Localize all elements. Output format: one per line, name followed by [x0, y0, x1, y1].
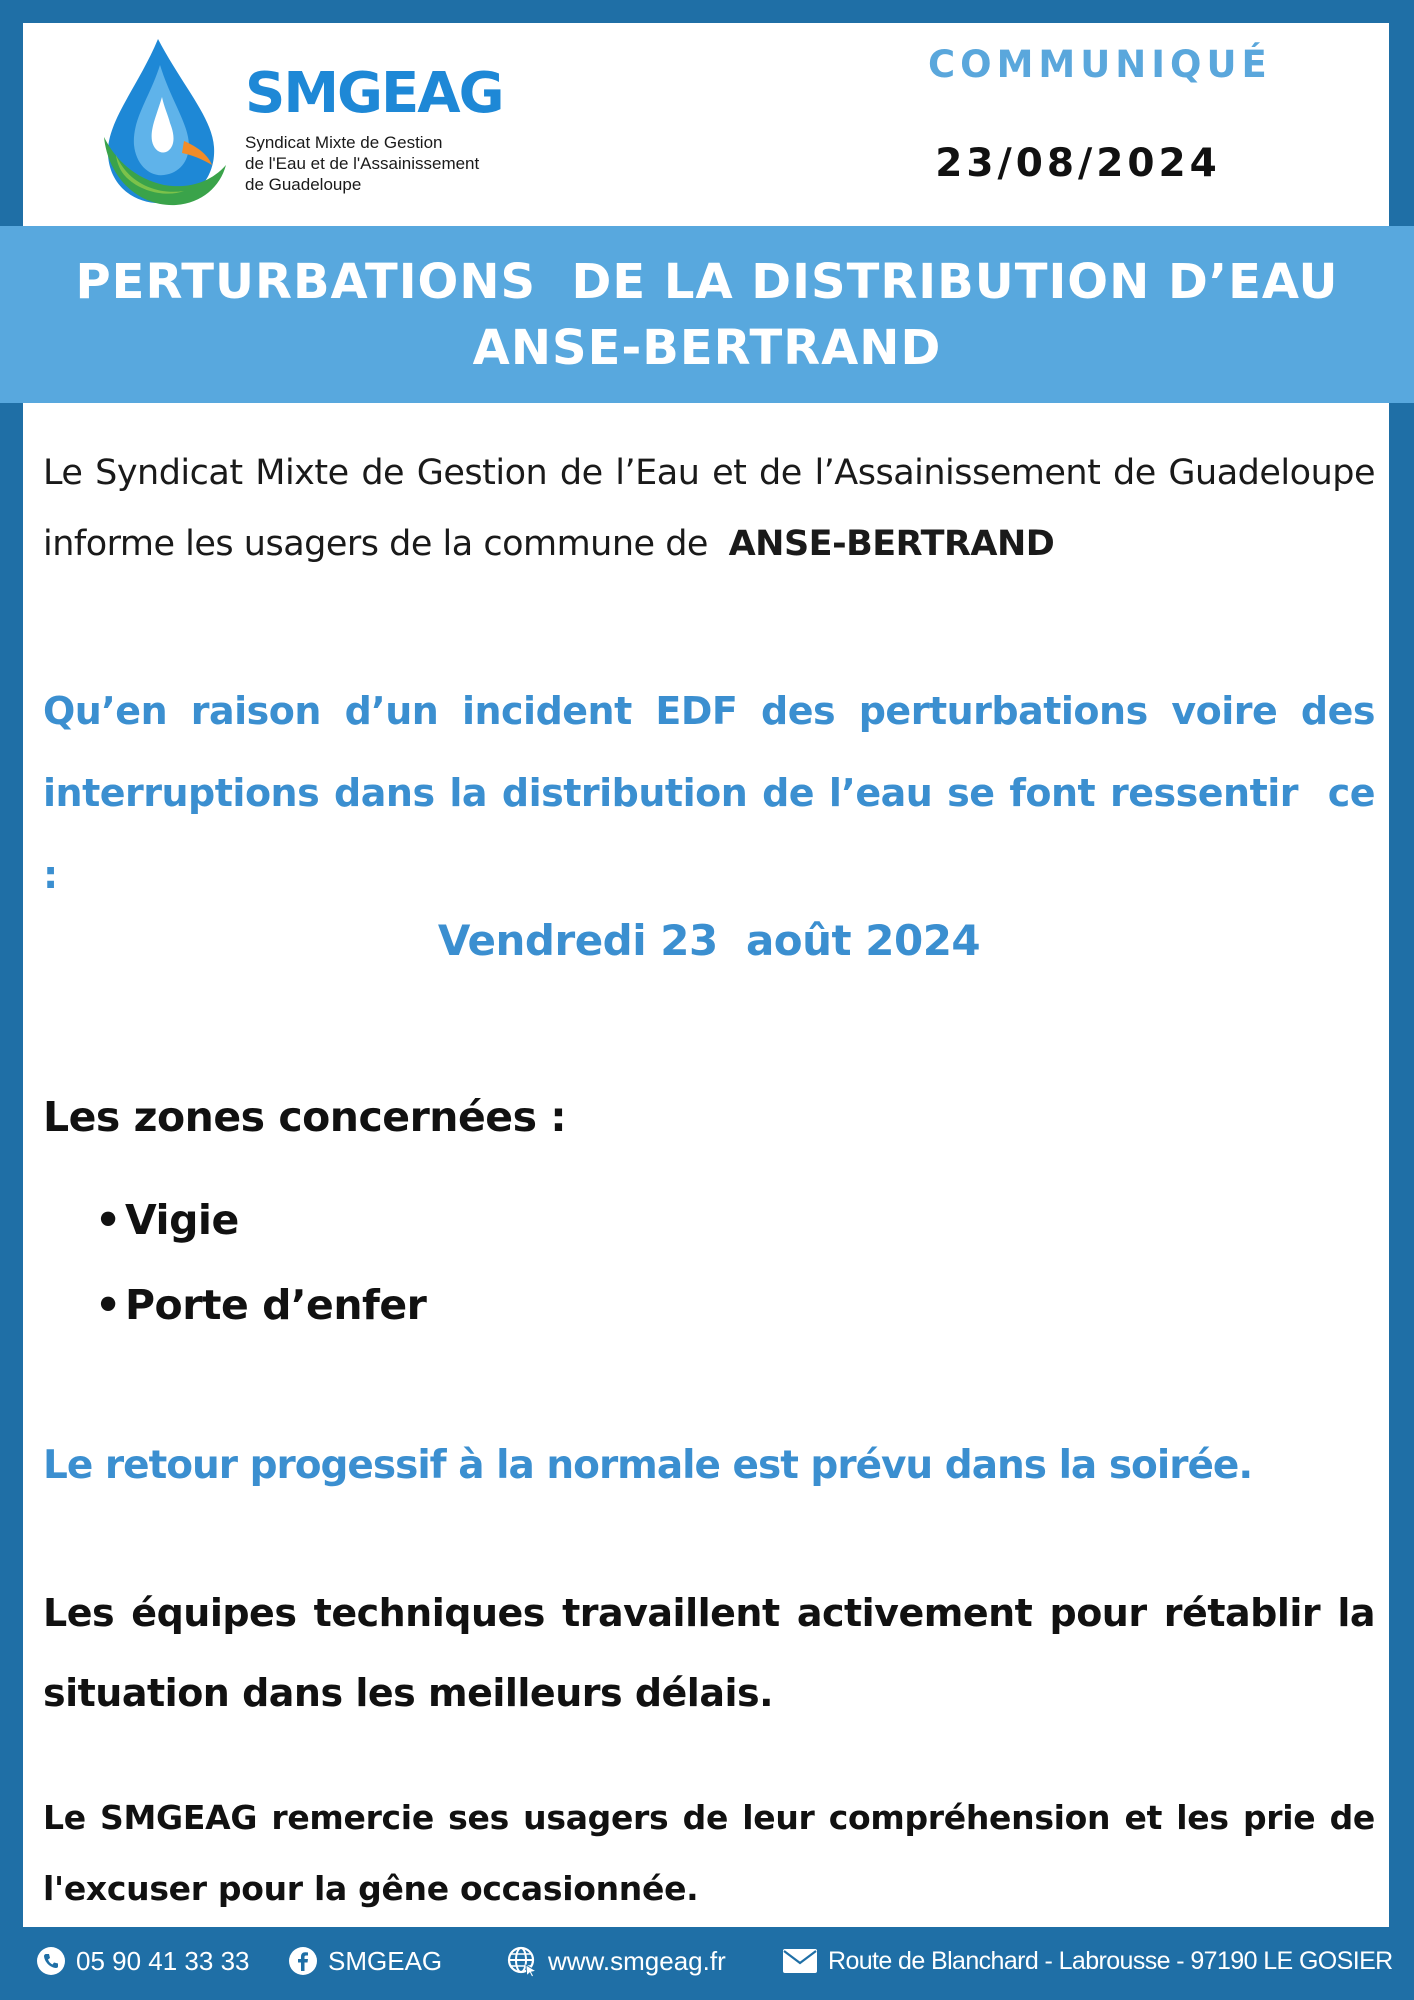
communique-sheet	[23, 23, 1389, 1927]
zone-name: Porte d’enfer	[125, 1281, 427, 1329]
title-line-1: PERTURBATIONS DE LA DISTRIBUTION D’EAU	[75, 253, 1339, 310]
logo-subtitle-line: de l'Eau et de l'Assainissement	[245, 154, 480, 173]
header	[23, 23, 1389, 226]
logo-wordmark: SMGEAG	[245, 61, 503, 126]
main-content	[43, 438, 1388, 1908]
smgeag-logo	[98, 37, 538, 207]
logo-subtitle-line: Syndicat Mixte de Gestion	[245, 133, 443, 152]
logo-subtitle-line: de Guadeloupe	[245, 175, 362, 194]
thanks-paragraph: Le SMGEAG remercie ses usagers de leur compréhension et les prie de l'excuser pour la gêne occasionnée.	[43, 1798, 1375, 1908]
facebook-icon	[288, 1946, 318, 1976]
postal-address: Route de Blanchard - Labrousse - 97190 LE GOSIER	[828, 1946, 1393, 1975]
zones-list	[95, 1178, 426, 1348]
title-banner	[0, 226, 1414, 403]
footer-website[interactable]	[506, 1933, 726, 1989]
footer-phone[interactable]	[36, 1933, 250, 1989]
incident-date: Vendredi 23 août 2024	[437, 916, 981, 965]
zone-name: Vigie	[125, 1196, 239, 1244]
phone-number: 05 90 41 33 33	[76, 1945, 250, 1976]
return-notice: Le retour progessif à la normale est prévu dans la soirée.	[43, 1443, 1253, 1488]
communique-label: COMMUNIQUÉ	[928, 43, 1272, 86]
bullet-icon: •	[95, 1281, 121, 1329]
facebook-handle: SMGEAG	[328, 1945, 443, 1976]
title-line-2: ANSE-BERTRAND	[472, 319, 942, 376]
list-item	[95, 1263, 426, 1348]
teams-paragraph: Les équipes techniques travaillent activement pour rétablir la situation dans les meilleurs délais.	[43, 1591, 1375, 1715]
incident-paragraph: Qu’en raison d’un incident EDF des perturbations voire des interruptions dans la distribution de l’eau se font ressentir ce :	[43, 689, 1388, 897]
globe-icon	[506, 1945, 538, 1977]
footer-facebook[interactable]	[288, 1933, 442, 1989]
phone-icon	[36, 1946, 66, 1976]
bullet-icon: •	[95, 1196, 121, 1244]
intro-text: Le Syndicat Mixte de Gestion de l’Eau et de l’Assainissement de Guadeloupe informe les usagers de la commune de	[43, 453, 1375, 564]
footer	[0, 1933, 1414, 1989]
communique-date: 23/08/2024	[935, 141, 1221, 186]
logo-subtitle	[245, 132, 545, 195]
water-drop-icon	[98, 37, 228, 207]
footer-address	[782, 1933, 1393, 1989]
intro-paragraph	[43, 438, 1375, 580]
zones-heading: Les zones concernées :	[43, 1093, 567, 1141]
intro-commune: ANSE-BERTRAND	[728, 524, 1055, 564]
website-url: www.smgeag.fr	[548, 1945, 726, 1976]
list-item	[95, 1178, 426, 1263]
mail-icon	[782, 1948, 818, 1974]
